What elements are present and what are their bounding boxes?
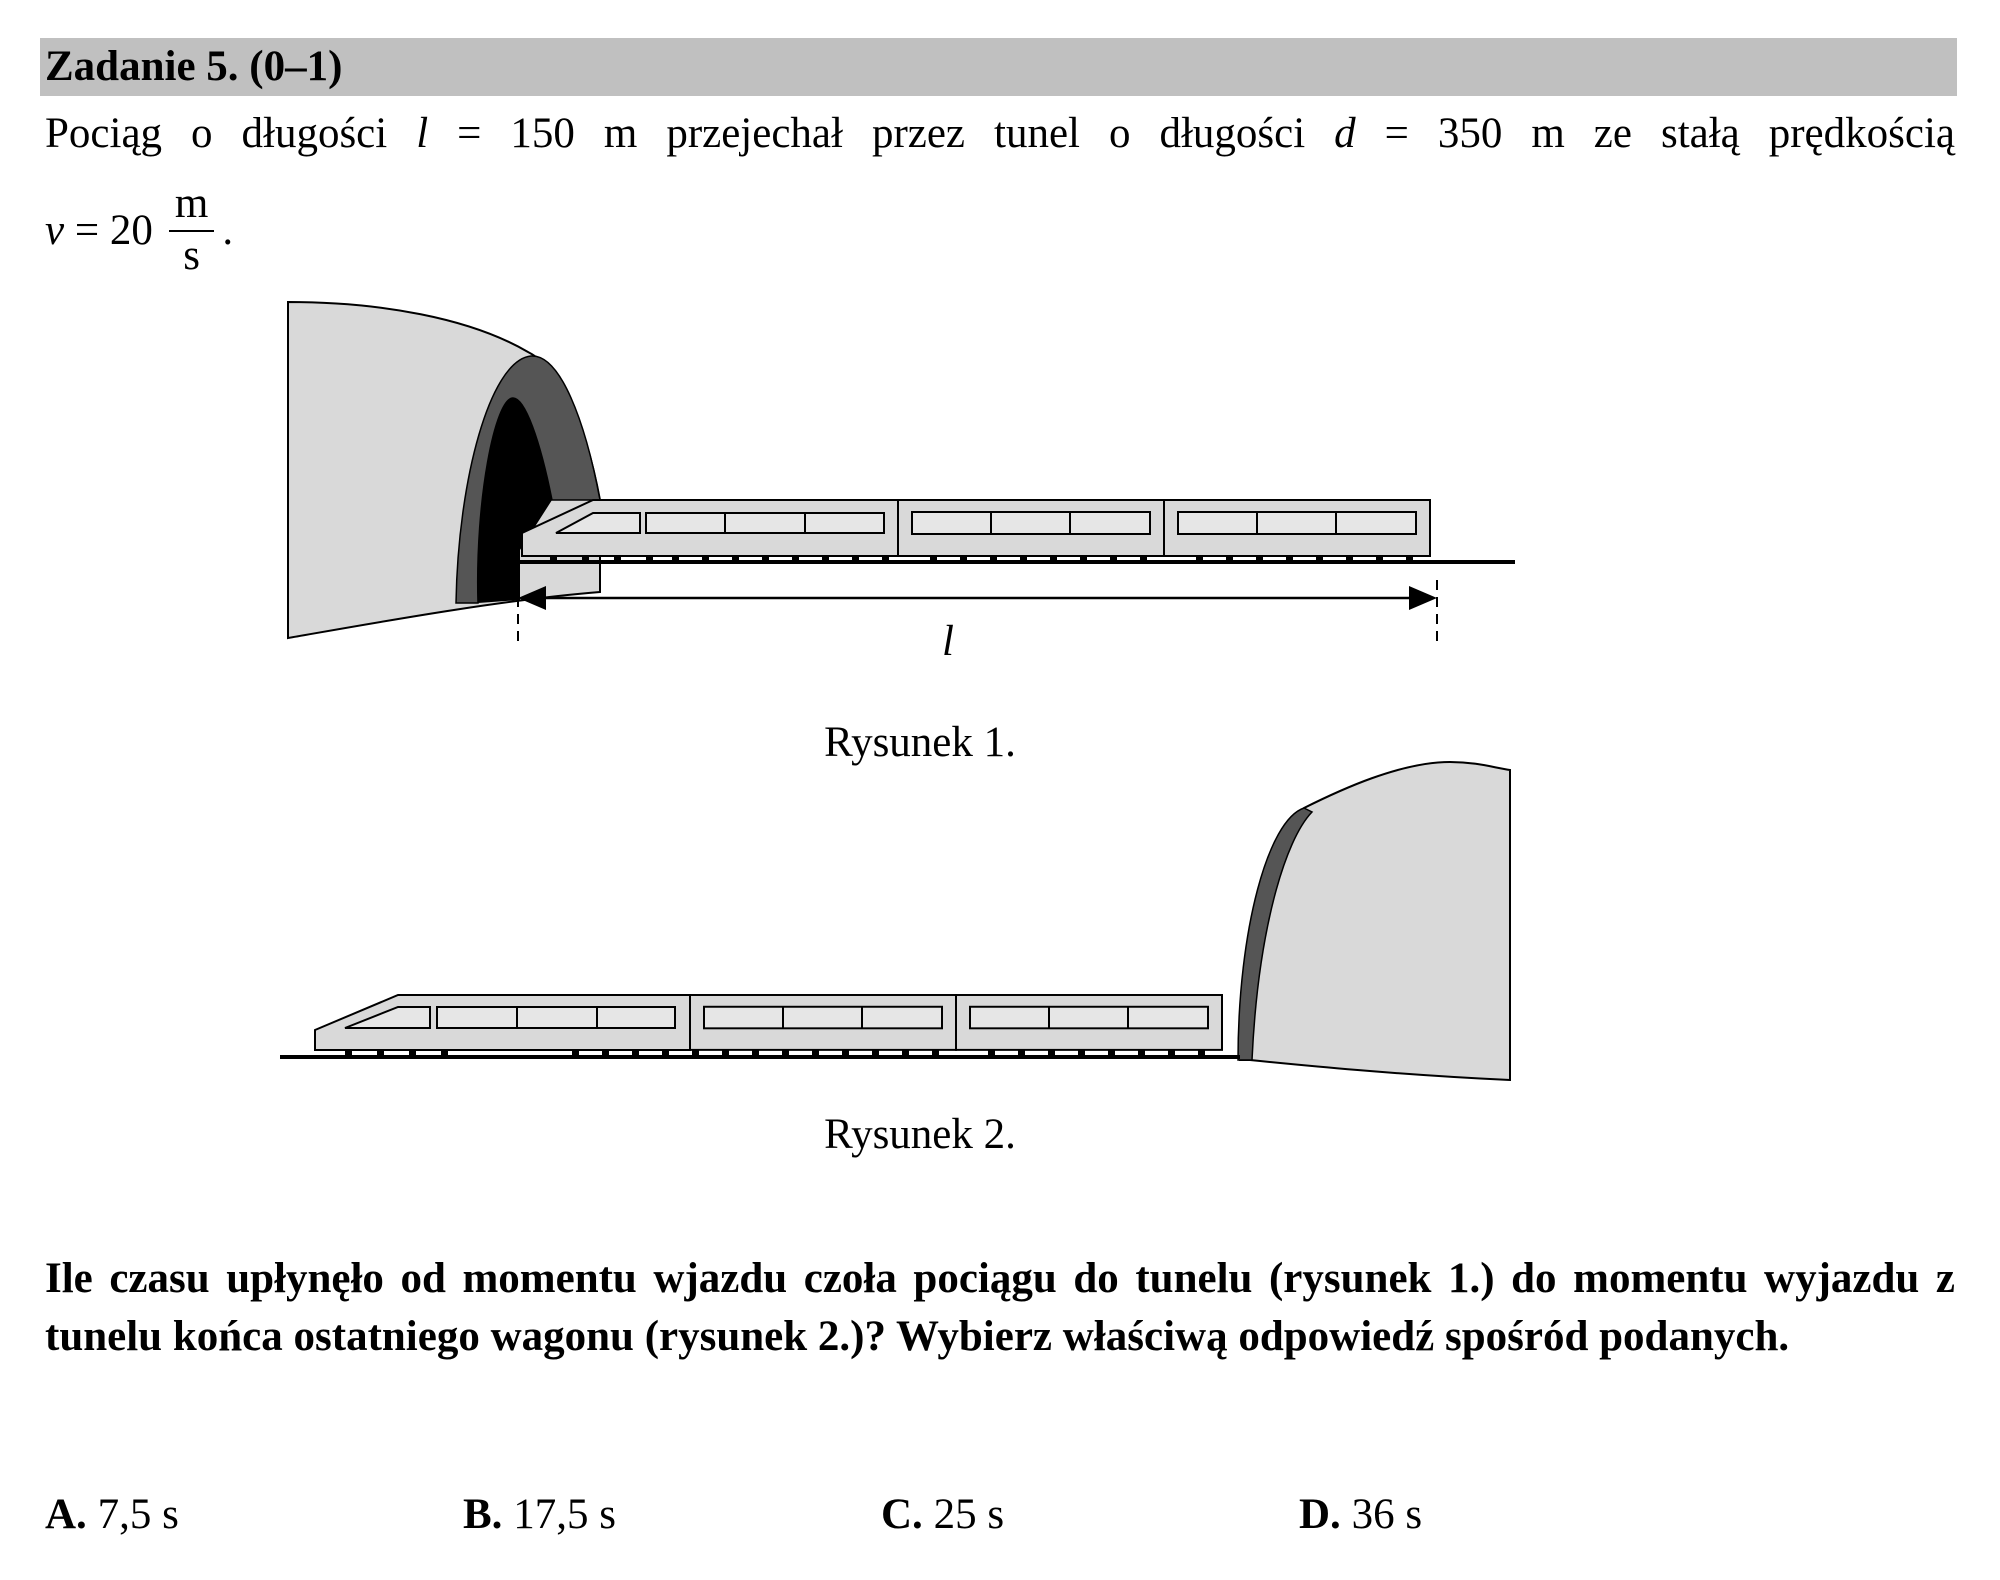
caption-figure-2: Rysunek 2. xyxy=(824,1111,1016,1158)
answer-d-text: 36 s xyxy=(1340,1491,1423,1538)
velocity-period: . xyxy=(222,206,234,254)
velocity-value: = 20 xyxy=(64,206,153,254)
train-1 xyxy=(522,500,1430,561)
caption-figure-1: Rysunek 1. xyxy=(824,719,1016,766)
question-text: Ile czasu upłynęło od momentu wjazdu czoła pociągu do tunelu (rysunek 1.) do momentu wyjazdu z tunelu końca ostatniego wagonu (rysunek 2.)? Wybierz właściwą odpowiedź spośród podanych. xyxy=(45,1255,1955,1360)
hill-2 xyxy=(1240,762,1510,1080)
answer-c[interactable] xyxy=(881,1490,1004,1539)
train-2 xyxy=(315,995,1222,1055)
train-2-car-3 xyxy=(956,995,1222,1050)
figure-2 xyxy=(280,762,1510,1080)
answer-a[interactable] xyxy=(45,1490,179,1539)
answer-a-text: 7,5 s xyxy=(86,1491,179,1538)
train-1-car-2 xyxy=(898,500,1164,556)
figure-1 xyxy=(288,302,1515,665)
intro-text-2: = 150 m przejechał przez tunel o długości xyxy=(428,110,1335,157)
train-2-car-2 xyxy=(690,995,956,1050)
intro-text-1: Pociąg o długości xyxy=(45,110,417,157)
answer-d[interactable] xyxy=(1299,1490,1422,1539)
var-v: v xyxy=(45,206,65,254)
unit-denominator: s xyxy=(183,232,200,279)
answer-b-text: 17,5 s xyxy=(502,1491,616,1538)
answer-d-letter: D. xyxy=(1299,1491,1341,1538)
var-l: l xyxy=(416,110,429,157)
intro-text-3: = 350 m ze stałą prędkością xyxy=(1355,110,1955,157)
answer-a-letter: A. xyxy=(45,1491,87,1538)
train-1-car-3 xyxy=(1164,500,1430,556)
unit-numerator: m xyxy=(169,182,214,232)
length-label-l: l xyxy=(942,618,954,665)
answer-options xyxy=(45,1490,1955,1550)
answer-b[interactable] xyxy=(463,1490,616,1539)
answer-c-letter: C. xyxy=(881,1491,923,1538)
task-title: Zadanie 5. (0–1) xyxy=(45,43,343,90)
answer-c-text: 25 s xyxy=(922,1491,1005,1538)
length-dimension xyxy=(518,580,1437,665)
var-d: d xyxy=(1334,110,1356,157)
answer-b-letter: B. xyxy=(463,1491,503,1538)
